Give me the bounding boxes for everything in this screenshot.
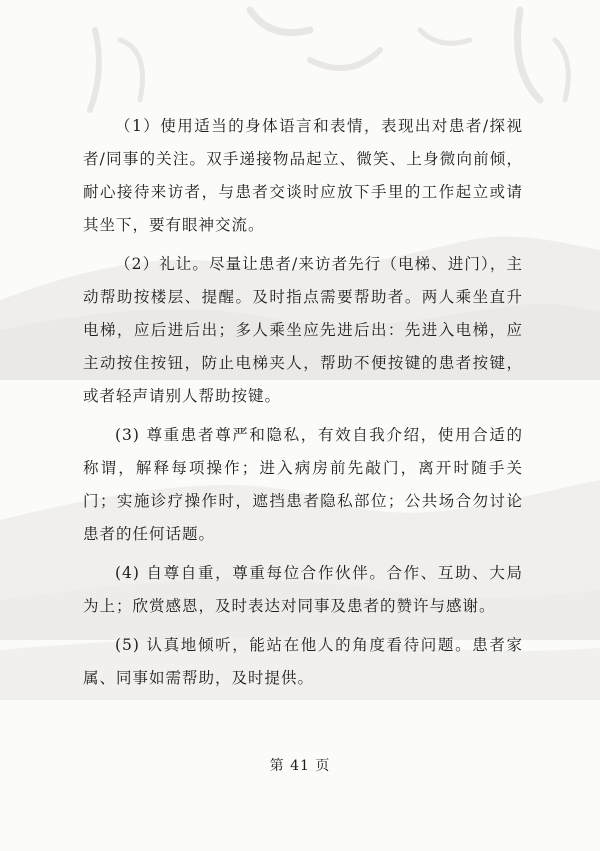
document-body	[83, 110, 523, 701]
paragraph-self-respect: (4) 自尊自重，尊重每位合作伙伴。合作、互助、大局为上；欣赏感恩，及时表达对同事及患者的赞许与感谢。	[83, 564, 523, 615]
paragraph-courtesy: （2）礼让。尽量让患者/来访者先行（电梯、进门），主动帮助按楼层、提醒。及时指点需要帮助者。两人乘坐直升电梯，应后进后出；多人乘坐应先进后出：先进入电梯，应主动按住按钮，防止电梯夹人，帮助不便按键的患者按键，或者轻声请别人帮助按键。	[83, 255, 523, 405]
paragraph-dignity-privacy: (3) 尊重患者尊严和隐私，有效自我介绍，使用合适的称谓，解释每项操作；进入病房前先敲门，离开时随手关门；实施诊疗操作时，遮挡患者隐私部位；公共场合勿讨论患者的任何话题。	[83, 426, 523, 543]
paragraph-body-language: （1）使用适当的身体语言和表情，表现出对患者/探视者/同事的关注。双手递接物品起立、微笑、上身微向前倾，耐心接待来访者，与患者交谈时应放下手里的工作起立或请其坐下，要有眼神交流。	[83, 117, 523, 234]
page-number: 第 41 页	[269, 758, 331, 774]
paragraph-listening: (5) 认真地倾听，能站在他人的角度看待问题。患者家属、同事如需帮助，及时提供。	[83, 636, 523, 687]
